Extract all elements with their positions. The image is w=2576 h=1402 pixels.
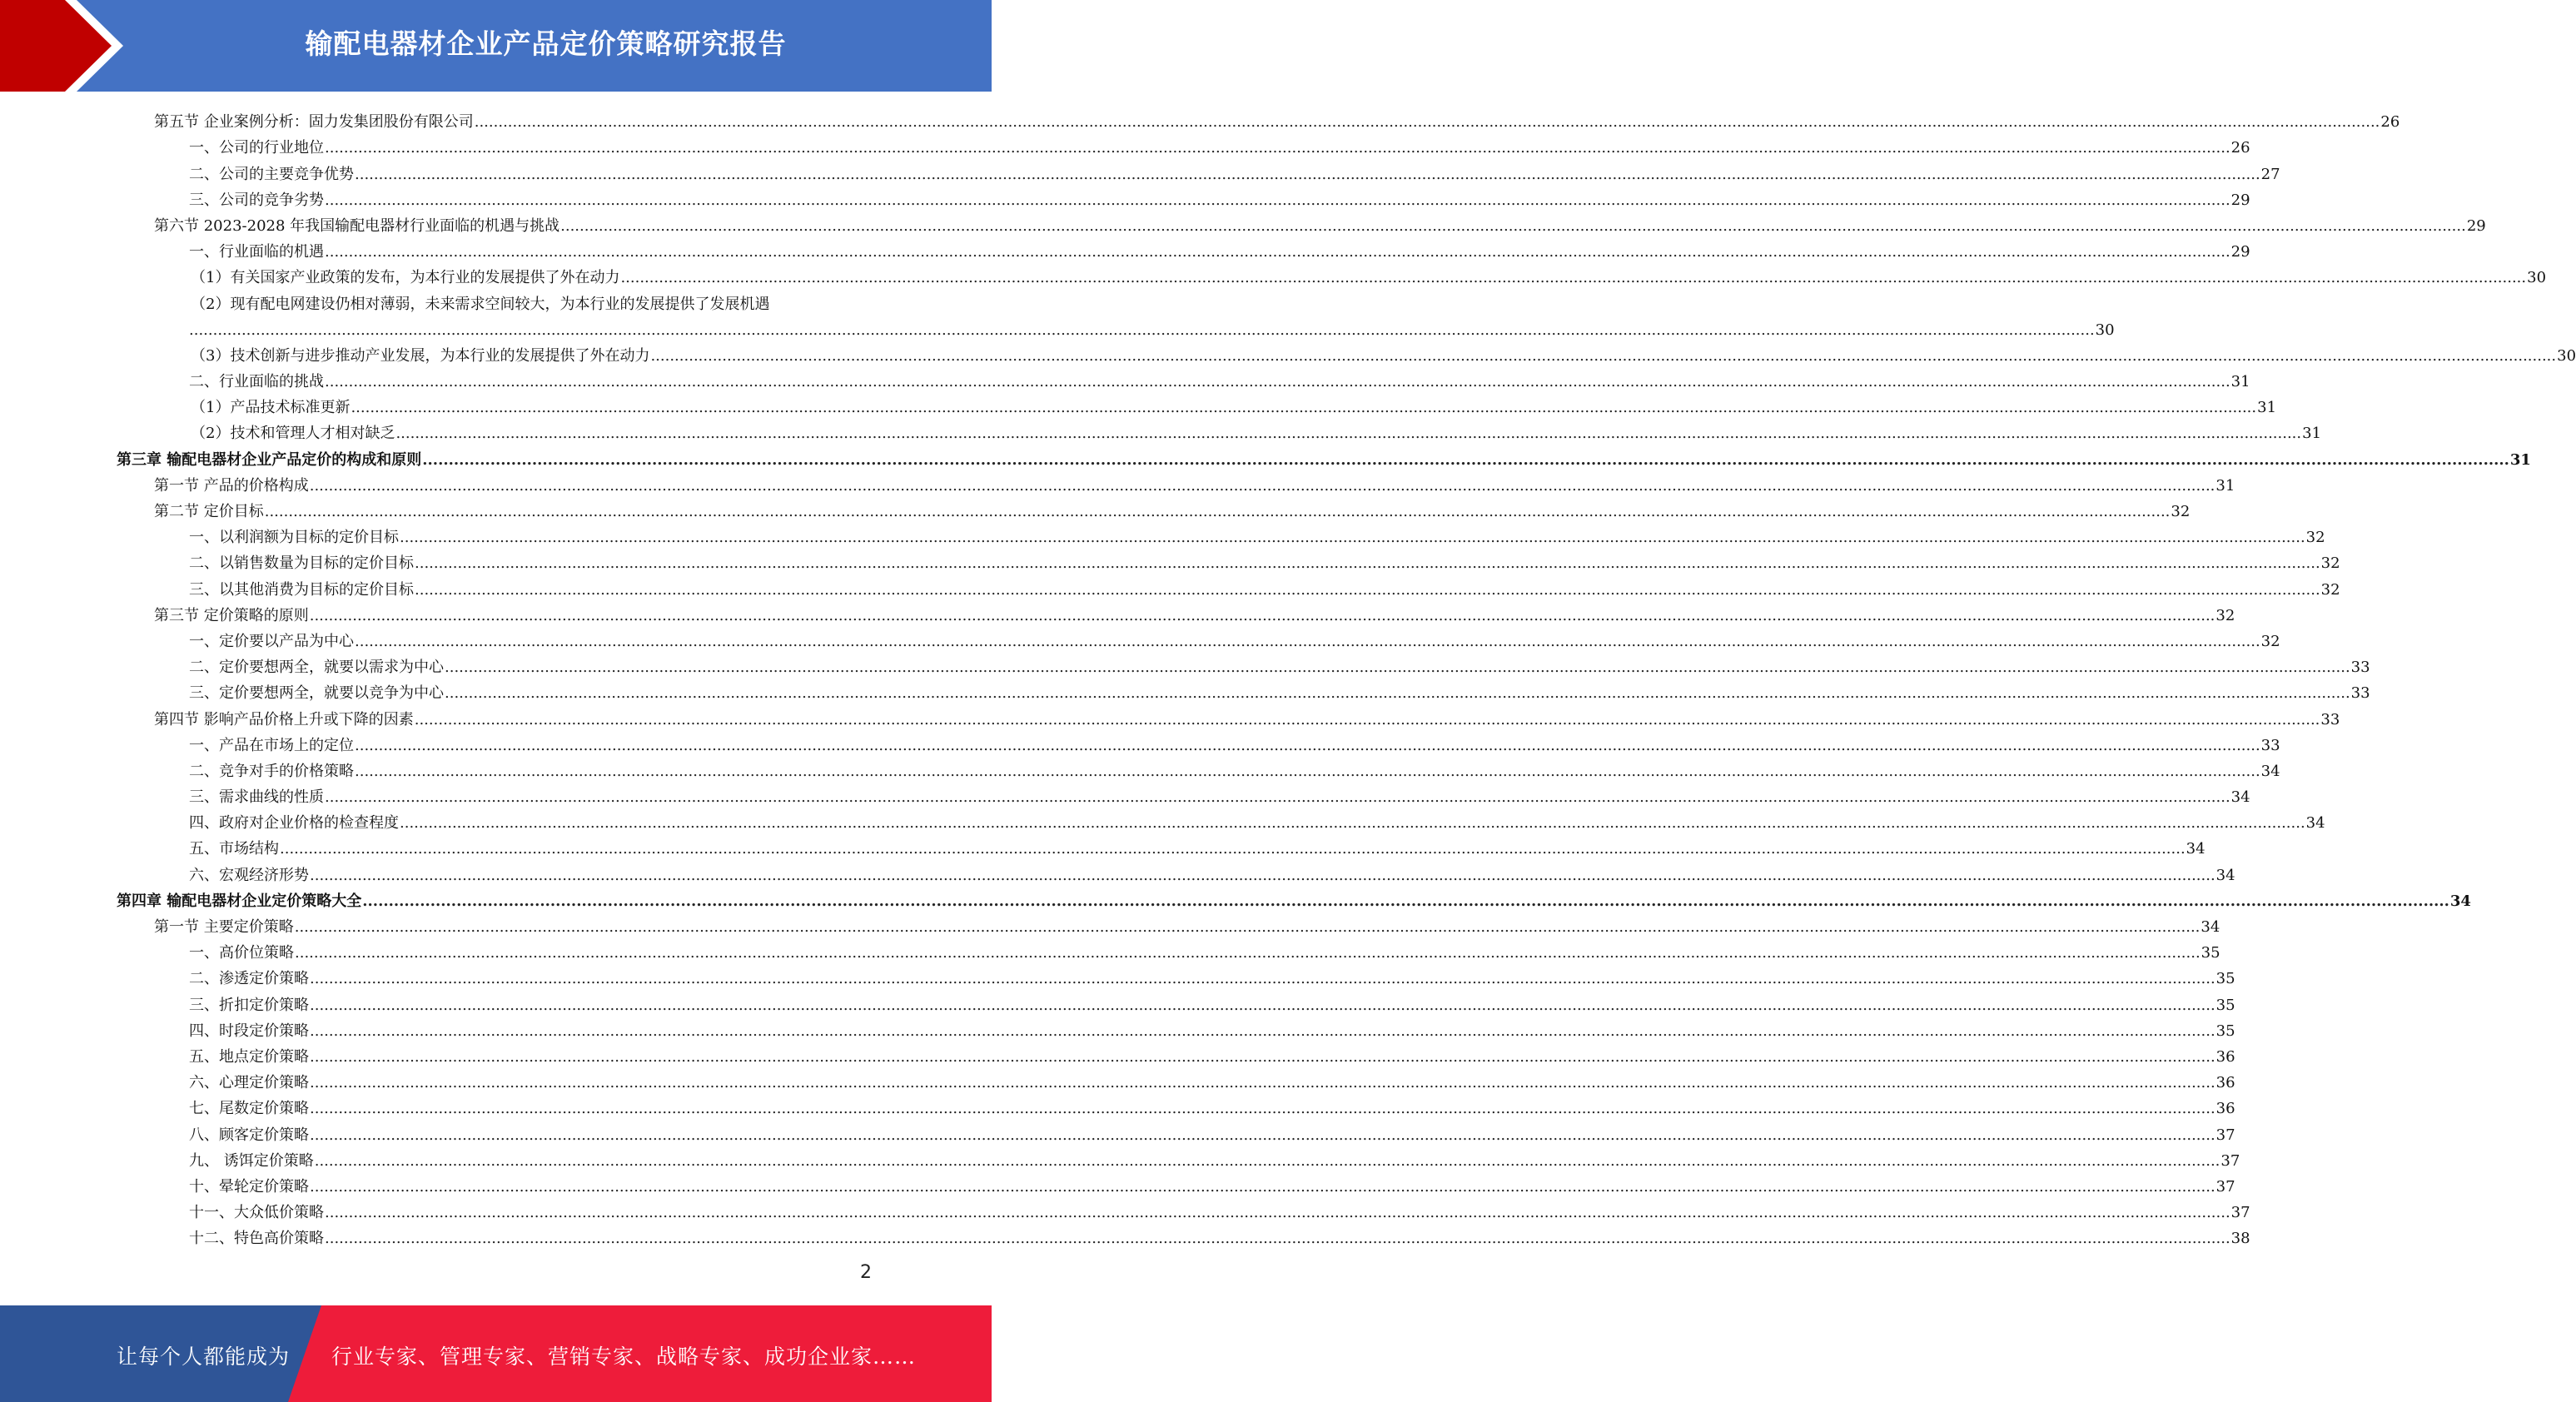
toc-entry-page: 26	[2230, 139, 2250, 157]
toc-entry[interactable]	[117, 1042, 2235, 1067]
toc-entry[interactable]	[117, 730, 2280, 756]
toc-entry[interactable]	[117, 522, 2325, 548]
toc-entry-page: 30	[2557, 346, 2576, 365]
toc-dot-leader: ................................................................................................................................................................................................................................................................................................................................................................................................................	[355, 762, 2260, 780]
toc-entry-page: 34	[2186, 840, 2206, 858]
toc-entry-label: 第三节 定价策略的原则	[154, 606, 309, 624]
toc-entry[interactable]	[117, 652, 2370, 678]
toc-dot-leader: ................................................................................................................................................................................................................................................................................................................................................................................................................	[355, 632, 2260, 650]
toc-entry-page: 32	[2215, 606, 2235, 624]
toc-entry-page: 31	[2509, 450, 2531, 469]
toc-dot-leader: ................................................................................................................................................................................................................................................................................................................................................................................................................	[294, 918, 2201, 936]
toc-entry[interactable]	[117, 833, 2206, 859]
toc-entry-label: 第六节 2023-2028 年我国输配电器材行业面临的机遇与挑战	[154, 216, 560, 235]
toc-entry-label: 六、宏观经济形势	[189, 866, 309, 884]
toc-entry[interactable]	[117, 1146, 2240, 1171]
toc-entry-page: 34	[2449, 892, 2471, 910]
toc-entry[interactable]	[117, 158, 2280, 184]
toc-entry-page: 31	[2230, 373, 2250, 391]
toc-entry-label: 三、定价要想两全，就要以竞争为中心	[189, 684, 444, 703]
toc-entry-label: （2）技术和管理人才相对缺乏	[191, 425, 395, 443]
toc-entry[interactable]	[117, 912, 2220, 937]
toc-entry-page: 36	[2215, 1074, 2235, 1092]
toc-dot-leader: ................................................................................................................................................................................................................................................................................................................................................................................................................	[474, 113, 2380, 132]
toc-entry-label: 八、顾客定价策略	[189, 1126, 309, 1144]
toc-dot-leader: ................................................................................................................................................................................................................................................................................................................................................................................................................	[310, 996, 2215, 1014]
toc-entry-continuation[interactable]	[117, 315, 2115, 341]
toc-entry-label: 四、政府对企业价格的检查程度	[189, 814, 399, 833]
toc-dot-leader: ................................................................................................................................................................................................................................................................................................................................................................................................................	[295, 944, 2201, 962]
toc-entry-page: 38	[2230, 1230, 2250, 1248]
toc-entry[interactable]	[117, 600, 2235, 626]
toc-entry-page: 34	[2201, 918, 2220, 936]
toc-entry[interactable]	[117, 366, 2250, 392]
toc-entry-label: 十二、特色高价策略	[189, 1230, 324, 1248]
toc-entry-label: 一、行业面临的机遇	[189, 243, 324, 261]
toc-dot-leader: ................................................................................................................................................................................................................................................................................................................................................................................................................	[325, 788, 2230, 807]
toc-entry[interactable]	[117, 1171, 2235, 1197]
toc-entry-label: 第四章 输配电器材企业定价策略大全	[117, 892, 362, 910]
toc-entry-page: 33	[2350, 659, 2370, 677]
toc-entry-label: 一、产品在市场上的定位	[189, 736, 354, 754]
toc-dot-leader: ................................................................................................................................................................................................................................................................................................................................................................................................................	[560, 216, 2466, 235]
toc-entry-label: 第二节 定价目标	[154, 503, 264, 520]
toc-entry[interactable]	[117, 1119, 2235, 1145]
toc-entry[interactable]	[117, 211, 2486, 236]
toc-entry[interactable]	[117, 937, 2220, 963]
toc-dot-leader: ................................................................................................................................................................................................................................................................................................................................................................................................................	[325, 373, 2230, 391]
toc-entry-label: 九、 诱饵定价策略	[189, 1151, 314, 1170]
toc-dot-leader: ................................................................................................................................................................................................................................................................................................................................................................................................................	[650, 346, 2557, 365]
toc-entry-label: 第三章 输配电器材企业产品定价的构成和原则	[117, 450, 422, 469]
page-header	[0, 0, 992, 92]
toc-entry[interactable]	[117, 418, 2322, 444]
toc-entry[interactable]	[117, 392, 2277, 418]
toc-dot-leader: ................................................................................................................................................................................................................................................................................................................................................................................................................	[310, 1074, 2215, 1092]
toc-entry[interactable]	[117, 185, 2250, 211]
toc-entry-label: （1）有关国家产业政策的发布，为本行业的发展提供了外在动力	[191, 269, 620, 287]
toc-dot-leader: ................................................................................................................................................................................................................................................................................................................................................................................................................	[189, 321, 2095, 339]
toc-dot-leader: ................................................................................................................................................................................................................................................................................................................................................................................................................	[310, 1126, 2215, 1144]
page-footer	[0, 1305, 992, 1402]
toc-dot-leader: ................................................................................................................................................................................................................................................................................................................................................................................................................	[325, 139, 2230, 157]
toc-dot-leader: ................................................................................................................................................................................................................................................................................................................................................................................................................	[620, 269, 2527, 287]
toc-entry-label: 三、折扣定价策略	[189, 996, 309, 1014]
toc-entry-page: 34	[2305, 814, 2325, 833]
toc-entry-page: 31	[2215, 476, 2235, 495]
toc-entry-label: 一、以利润额为目标的定价目标	[189, 529, 399, 547]
toc-entry-page: 27	[2260, 165, 2280, 183]
toc-entry[interactable]	[117, 470, 2235, 496]
toc-dot-leader: ................................................................................................................................................................................................................................................................................................................................................................................................................	[310, 1177, 2215, 1196]
toc-dot-leader: ................................................................................................................................................................................................................................................................................................................................................................................................................	[400, 814, 2305, 833]
toc-entry-label: 三、公司的竞争劣势	[189, 191, 324, 209]
toc-entry-label: 一、定价要以产品为中心	[189, 632, 354, 650]
toc-dot-leader: ................................................................................................................................................................................................................................................................................................................................................................................................................	[395, 425, 2302, 443]
page-number: 2	[860, 1262, 872, 1283]
toc-dot-leader: ................................................................................................................................................................................................................................................................................................................................................................................................................	[309, 476, 2215, 495]
toc-dot-leader: ................................................................................................................................................................................................................................................................................................................................................................................................................	[310, 1047, 2215, 1066]
toc-dot-leader: ................................................................................................................................................................................................................................................................................................................................................................................................................	[355, 736, 2260, 754]
toc-entry-page: 37	[2215, 1177, 2235, 1196]
toc-entry-page: 36	[2215, 1047, 2235, 1066]
toc-entry[interactable]	[117, 574, 2340, 599]
toc-entry-page: 34	[2260, 762, 2280, 780]
toc-entry-label: 七、尾数定价策略	[189, 1100, 309, 1118]
toc-entry-page: 33	[2320, 710, 2340, 728]
toc-entry-label: 十、晕轮定价策略	[189, 1177, 309, 1196]
toc-entry-page: 32	[2320, 554, 2340, 573]
toc-dot-leader: ................................................................................................................................................................................................................................................................................................................................................................................................................	[325, 243, 2230, 261]
toc-entry-label: 一、高价位策略	[189, 944, 294, 962]
report-title: 输配电器材企业产品定价策略研究报告	[305, 27, 787, 60]
toc-entry-label: 二、定价要想两全，就要以需求为中心	[189, 659, 444, 677]
toc-dot-leader: ................................................................................................................................................................................................................................................................................................................................................................................................................	[415, 580, 2320, 599]
toc-dot-leader: ................................................................................................................................................................................................................................................................................................................................................................................................................	[314, 1151, 2220, 1170]
toc-entry-label: 二、以销售数量为目标的定价目标	[189, 554, 414, 573]
toc-entry-label: 二、渗透定价策略	[189, 970, 309, 988]
toc-entry[interactable]	[117, 496, 2191, 522]
toc-entry[interactable]	[117, 1197, 2250, 1223]
toc-entry-page: 35	[2215, 996, 2235, 1014]
toc-entry[interactable]	[117, 341, 2576, 366]
toc-entry-page: 37	[2215, 1126, 2235, 1144]
toc-dot-leader: ................................................................................................................................................................................................................................................................................................................................................................................................................	[415, 554, 2320, 573]
toc-dot-leader: ................................................................................................................................................................................................................................................................................................................................................................................................................	[422, 450, 2509, 469]
toc-entry[interactable]	[117, 1223, 2250, 1249]
toc-entry-label: 十一、大众低价策略	[189, 1204, 324, 1222]
toc-entry-page: 34	[2230, 788, 2250, 807]
toc-entry-label: （2）现有配电网建设仍相对薄弱，未来需求空间较大，为本行业的发展提供了发展机遇	[191, 295, 770, 313]
toc-entry[interactable]	[117, 262, 2547, 288]
toc-entry-page: 33	[2350, 684, 2370, 703]
toc-entry-label: 第五节 企业案例分析：固力发集团股份有限公司	[154, 113, 474, 132]
toc-entry-page: 35	[2215, 1022, 2235, 1040]
toc-entry-label: 第一节 产品的价格构成	[154, 476, 309, 495]
toc-entry[interactable]	[117, 808, 2325, 833]
toc-entry-label: 第四节 影响产品价格上升或下降的因素	[154, 710, 414, 728]
toc-entry-page: 29	[2230, 243, 2250, 261]
toc-entry-label: 二、行业面临的挑战	[189, 373, 324, 391]
toc-entry[interactable]	[117, 678, 2370, 703]
toc-entry-label: 五、市场结构	[189, 840, 279, 858]
toc-dot-leader: ................................................................................................................................................................................................................................................................................................................................................................................................................	[264, 503, 2171, 520]
toc-entry-label: 六、心理定价策略	[189, 1074, 309, 1092]
toc-entry-label: 五、地点定价策略	[189, 1047, 309, 1066]
toc-entry[interactable]	[117, 107, 2400, 132]
toc-entry-page: 32	[2260, 632, 2280, 650]
toc-entry-page: 34	[2215, 866, 2235, 884]
toc-entry-label: 三、以其他消费为目标的定价目标	[189, 580, 414, 599]
toc-dot-leader: ................................................................................................................................................................................................................................................................................................................................................................................................................	[310, 970, 2215, 988]
toc-entry-label: 第一节 主要定价策略	[154, 918, 294, 936]
toc-entry[interactable]	[117, 1093, 2235, 1119]
toc-entry[interactable]	[117, 132, 2250, 158]
toc-entry-page: 37	[2220, 1151, 2240, 1170]
toc-dot-leader: ................................................................................................................................................................................................................................................................................................................................................................................................................	[445, 659, 2350, 677]
toc-entry[interactable]	[117, 703, 2340, 729]
toc-entry[interactable]	[117, 989, 2235, 1015]
toc-entry[interactable]	[117, 548, 2340, 574]
toc-entry[interactable]	[117, 859, 2235, 885]
toc-dot-leader: ................................................................................................................................................................................................................................................................................................................................................................................................................	[355, 165, 2260, 183]
toc-entry-page: 31	[2257, 399, 2277, 417]
toc-dot-leader: ................................................................................................................................................................................................................................................................................................................................................................................................................	[414, 710, 2320, 728]
toc-entry-label: 一、公司的行业地位	[189, 139, 324, 157]
toc-dot-leader: ................................................................................................................................................................................................................................................................................................................................................................................................................	[325, 1204, 2230, 1222]
toc-dot-leader: ................................................................................................................................................................................................................................................................................................................................................................................................................	[310, 866, 2215, 884]
toc-dot-leader: ................................................................................................................................................................................................................................................................................................................................................................................................................	[280, 840, 2186, 858]
toc-entry[interactable]	[117, 236, 2250, 262]
table-of-contents	[117, 107, 2576, 1249]
toc-dot-leader: ................................................................................................................................................................................................................................................................................................................................................................................................................	[309, 606, 2215, 624]
toc-entry-label: （1）产品技术标准更新	[191, 399, 351, 417]
toc-entry-page: 29	[2230, 191, 2250, 209]
toc-entry-page: 30	[2527, 269, 2547, 287]
toc-entry[interactable]	[117, 782, 2250, 808]
toc-entry[interactable]	[117, 1016, 2235, 1042]
toc-dot-leader: ................................................................................................................................................................................................................................................................................................................................................................................................................	[310, 1100, 2215, 1118]
toc-entry-page: 32	[2320, 580, 2340, 599]
toc-entry-page: 37	[2230, 1204, 2250, 1222]
toc-entry[interactable]	[117, 626, 2280, 652]
toc-entry-label: 四、时段定价策略	[189, 1022, 309, 1040]
toc-entry-page: 29	[2466, 216, 2486, 235]
toc-entry-page: 26	[2380, 113, 2400, 132]
toc-entry-page: 32	[2305, 529, 2325, 547]
toc-entry-page: 35	[2215, 970, 2235, 988]
toc-dot-leader: ................................................................................................................................................................................................................................................................................................................................................................................................................	[362, 892, 2449, 910]
toc-dot-leader: ................................................................................................................................................................................................................................................................................................................................................................................................................	[325, 1230, 2230, 1248]
toc-entry-label: 三、需求曲线的性质	[189, 788, 324, 807]
toc-chapter-entry[interactable]	[117, 444, 2531, 470]
toc-entry-label: 二、公司的主要竞争优势	[189, 165, 354, 183]
toc-dot-leader: ................................................................................................................................................................................................................................................................................................................................................................................................................	[351, 399, 2257, 417]
toc-entry[interactable]	[117, 963, 2235, 989]
toc-entry[interactable]	[117, 756, 2280, 782]
toc-entry-page: 33	[2260, 736, 2280, 754]
toc-entry-page: 32	[2171, 503, 2191, 520]
toc-dot-leader: ................................................................................................................................................................................................................................................................................................................................................................................................................	[445, 684, 2350, 703]
toc-dot-leader: ................................................................................................................................................................................................................................................................................................................................................................................................................	[400, 529, 2305, 547]
footer-slogan-right: 行业专家、管理专家、营销专家、战略专家、成功企业家……	[331, 1345, 917, 1369]
toc-entry[interactable]	[117, 288, 874, 314]
toc-entry[interactable]	[117, 1067, 2235, 1093]
toc-entry-page: 31	[2302, 425, 2322, 443]
toc-entry-page: 35	[2201, 944, 2220, 962]
toc-entry-page: 36	[2215, 1100, 2235, 1118]
toc-entry-page: 30	[2095, 321, 2115, 339]
toc-dot-leader: ................................................................................................................................................................................................................................................................................................................................................................................................................	[310, 1022, 2215, 1040]
toc-entry-label: 二、竞争对手的价格策略	[189, 762, 354, 780]
toc-dot-leader: ................................................................................................................................................................................................................................................................................................................................................................................................................	[325, 191, 2230, 209]
toc-entry-label: （3）技术创新与进步推动产业发展，为本行业的发展提供了外在动力	[191, 346, 650, 365]
toc-chapter-entry[interactable]	[117, 886, 2471, 912]
footer-slogan-left: 让每个人都能成为	[117, 1345, 291, 1369]
